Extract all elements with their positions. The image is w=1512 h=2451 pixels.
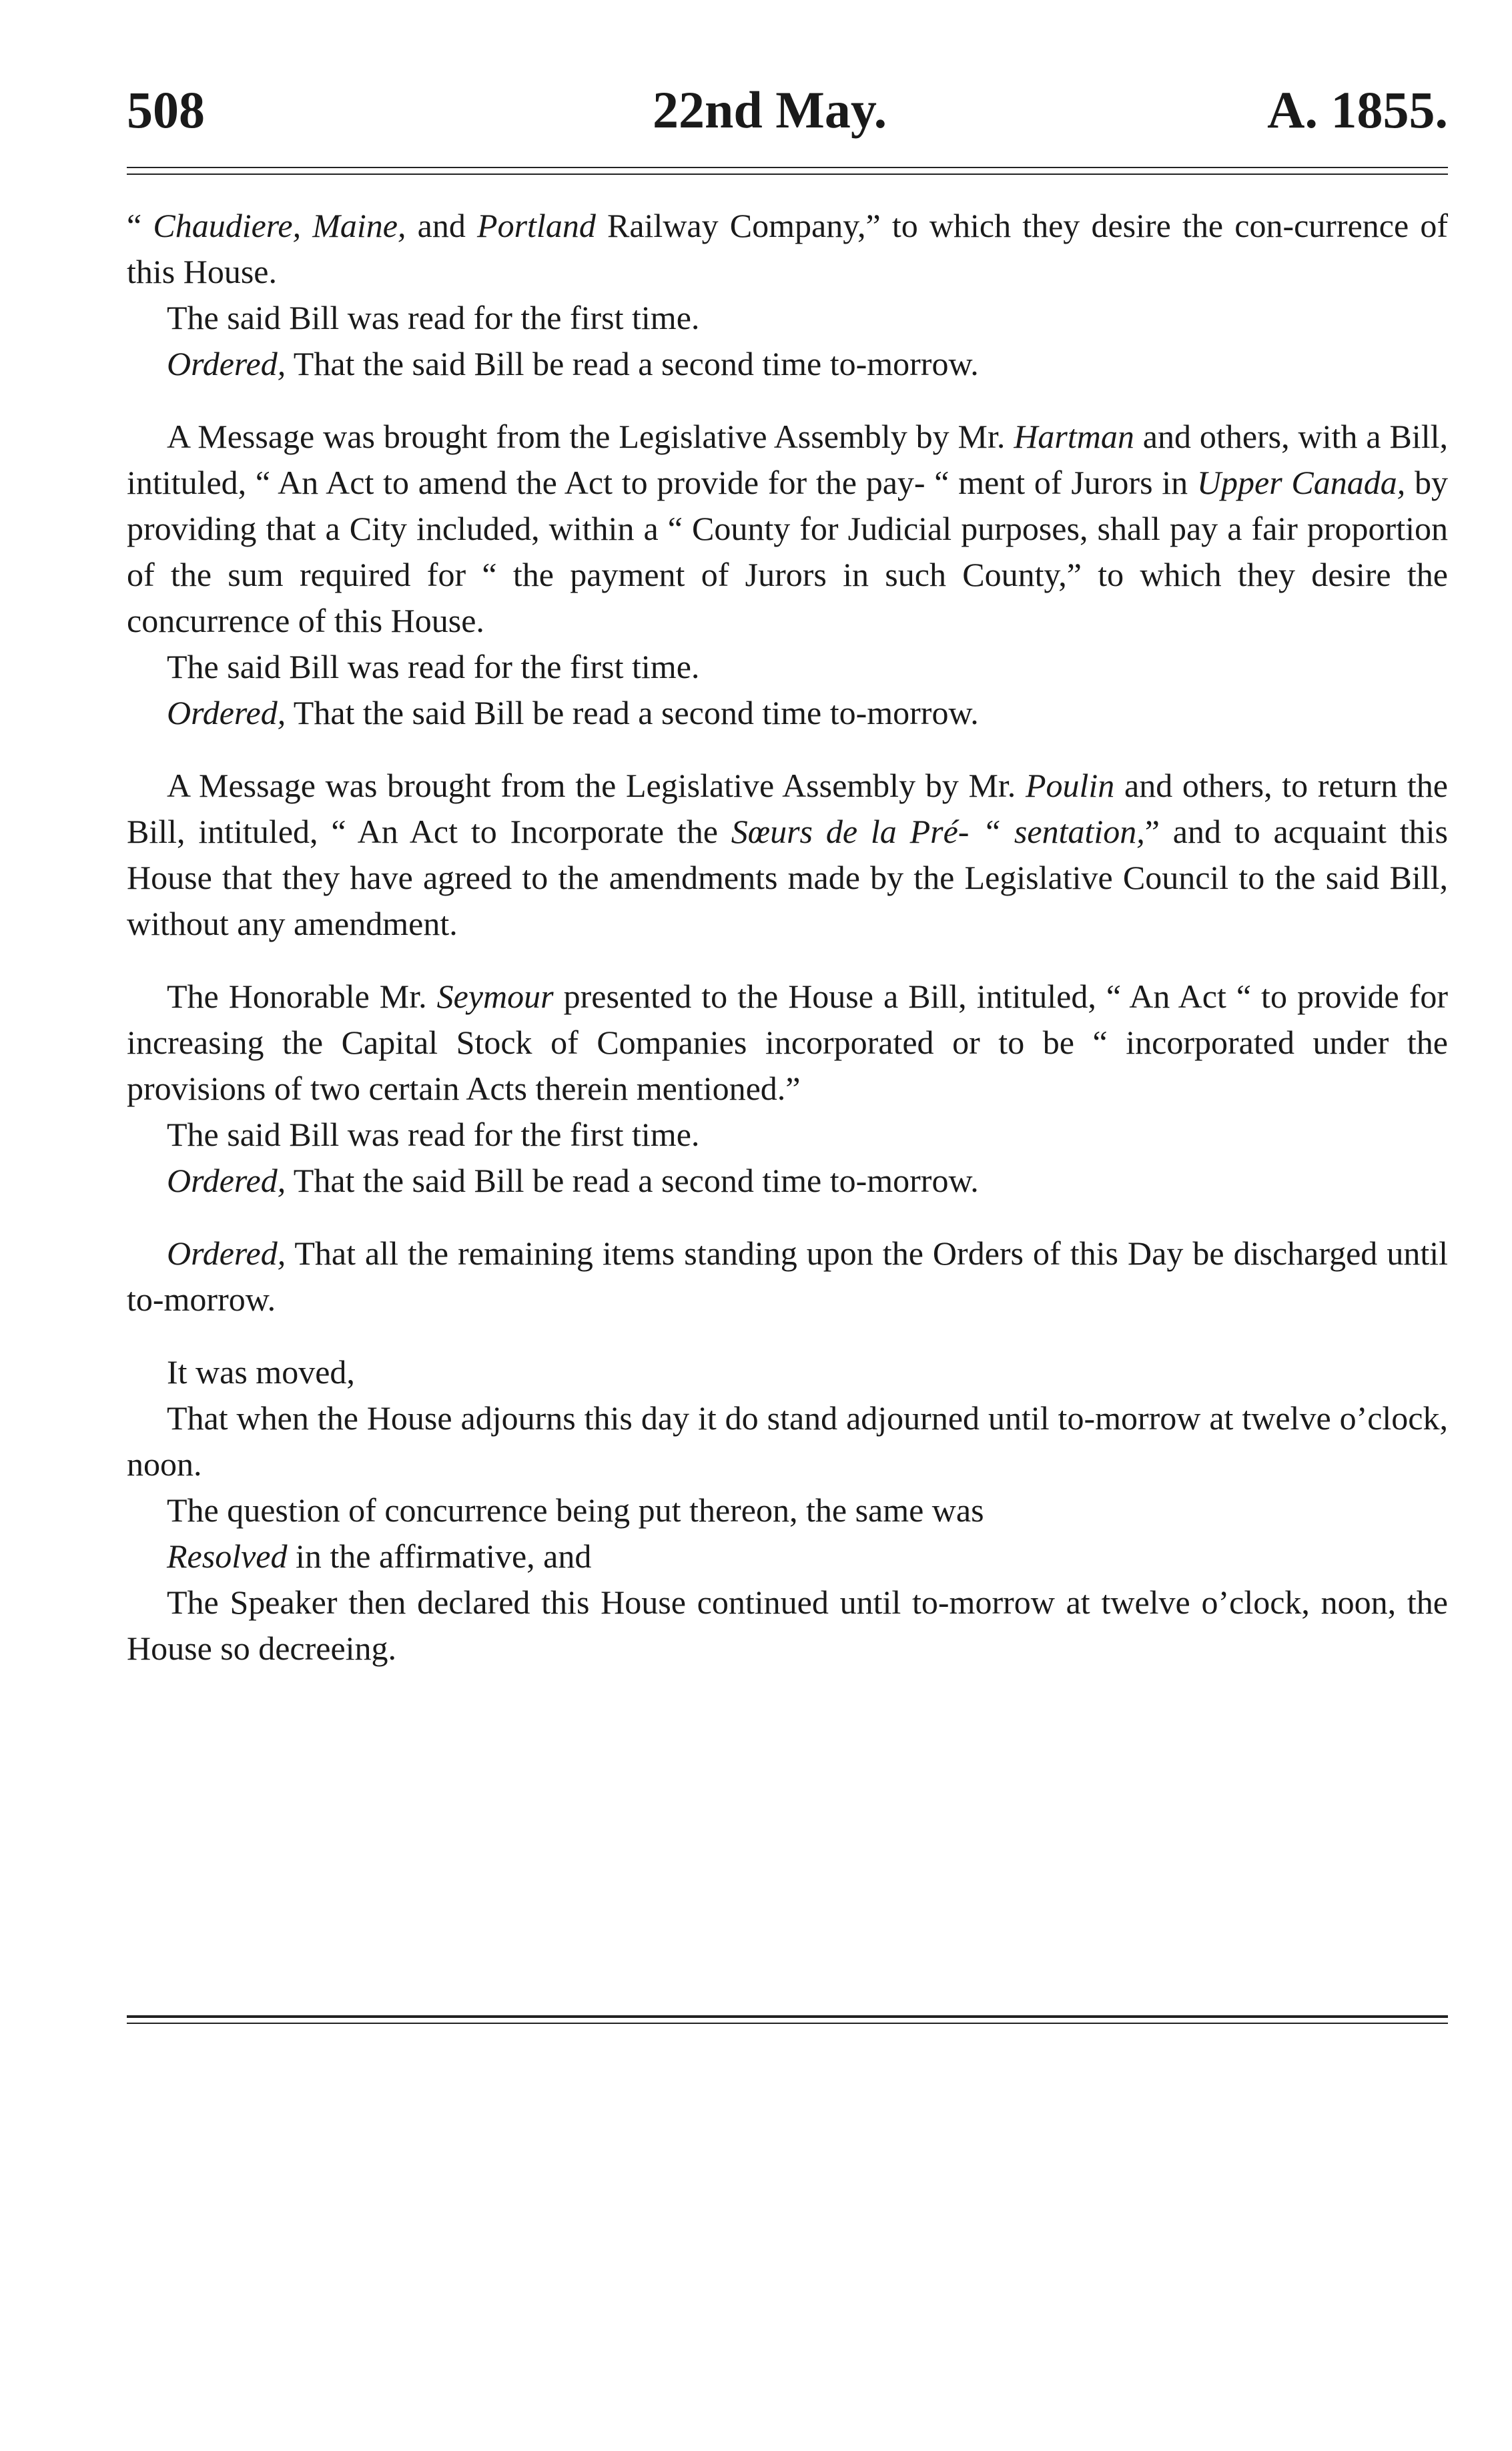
paragraph-first-reading: The said Bill was read for the first time. xyxy=(167,1116,700,1153)
page-number: 508 xyxy=(127,81,205,139)
paragraph-order: Ordered, That the said Bill be read a second time to-morrow. xyxy=(167,694,979,731)
footer-rule xyxy=(127,2015,1448,2026)
journal-body xyxy=(127,203,1448,1672)
paragraph-first-reading: The said Bill was read for the first time. xyxy=(167,299,700,336)
paragraph-message-poulin: A Message was brought from the Legislative Assembly by Mr. Poulin and others, to return the Bill, intituled, “ An Act to Incorporate the Sœurs de la Pré- “ sentation,” and to acquaint this House that they have agreed to the amendments made by the Legislative Council to the said Bill, without any amendment. xyxy=(127,767,1448,942)
running-header xyxy=(127,80,1448,160)
paragraph-first-reading: The said Bill was read for the first time. xyxy=(167,648,700,685)
paragraph-order: Ordered, That the said Bill be read a second time to-morrow. xyxy=(167,345,979,382)
header-rule xyxy=(127,167,1448,184)
paragraph-question: The question of concurrence being put thereon, the same was xyxy=(167,1491,984,1529)
header-year: A. 1855. xyxy=(1267,81,1448,139)
paragraph-seymour-bill: The Honorable Mr. Seymour presented to the House a Bill, intituled, “ An Act “ to provide for increasing the Capital Stock of Companies incorporated or to be “ incorporated under the provisions of two certain Acts therein mentioned.” xyxy=(127,978,1448,1107)
paragraph-discharge-order: Ordered, That all the remaining items standing upon the Orders of this Day be discharged until to-morrow. xyxy=(127,1235,1448,1318)
paragraph-bill-continuation: “ Chaudiere, Maine, and Portland Railway Company,” to which they desire the con-currence of this House. xyxy=(127,207,1448,290)
header-date: 22nd May. xyxy=(653,81,887,139)
paragraph-message-hartman: A Message was brought from the Legislative Assembly by Mr. Hartman and others, with a Bill, intituled, “ An Act to amend the Act to provide for the pay- “ ment of Jurors in Upper Canada, by providing that a City included, within a “ County for Judicial purposes, shall pay a fair proportion of the sum required for “ the payment of Jurors in such County,” to which they desire the concurrence of this House. xyxy=(127,418,1449,639)
paragraph-motion: It was moved, xyxy=(167,1353,355,1391)
paragraph-speaker-declaration: The Speaker then declared this House continued until to-morrow at twelve o’clock, noon, the House so decreeing. xyxy=(127,1584,1448,1667)
document-page xyxy=(127,80,1448,2382)
paragraph-resolved: Resolved in the affirmative, and xyxy=(167,1537,592,1575)
paragraph-adjournment: That when the House adjourns this day it do stand adjourned until to-morrow at twelve o’clock, noon. xyxy=(127,1399,1448,1483)
paragraph-order: Ordered, That the said Bill be read a second time to-morrow. xyxy=(167,1162,979,1199)
